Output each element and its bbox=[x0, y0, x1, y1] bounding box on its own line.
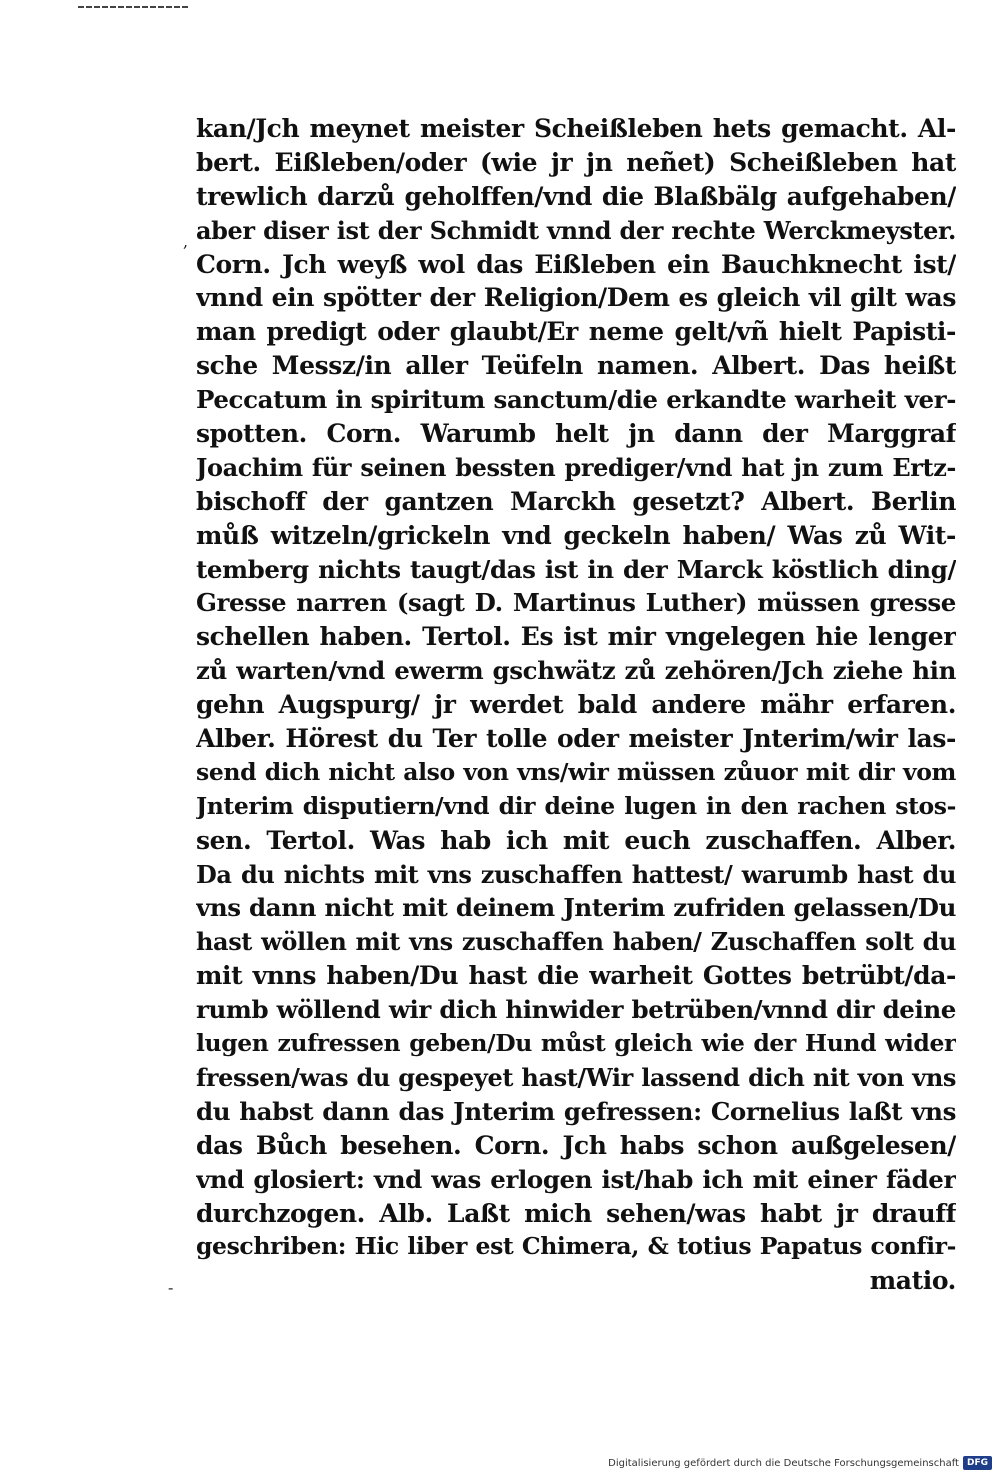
margin-dash: - bbox=[168, 1278, 174, 1297]
top-scan-mark bbox=[78, 6, 190, 8]
text-line: aber diser ist der Schmidt vnnd der rechte Werckmeyster. bbox=[196, 215, 956, 245]
text-line: das Bůch besehen. Corn. Jch habs schon außgelesen/ bbox=[196, 1130, 956, 1160]
text-line: zů warten/vnd ewerm gschwätz zů zehören/Jch ziehe hin bbox=[196, 656, 956, 686]
text-line: Joachim für seinen bessten prediger/vnd hat jn zum Ertz- bbox=[196, 452, 956, 482]
text-line: geschriben: Hic liber est Chimera, & totius Papatus confir- bbox=[196, 1232, 956, 1261]
text-line: vns dann nicht mit deinem Jnterim zufriden gelassen/Du bbox=[196, 893, 956, 923]
text-line: sen. Tertol. Was hab ich mit euch zuschaffen. Alber. bbox=[196, 825, 956, 855]
text-line: durchzogen. Alb. Laßt mich sehen/was habt jr drauff bbox=[196, 1198, 956, 1228]
text-line: Peccatum in spiritum sanctum/die erkandte warheit ver- bbox=[196, 385, 956, 415]
text-line: temberg nichts taugt/das ist in der Marck köstlich ding/ bbox=[196, 554, 956, 584]
text-line: fressen/was du gespeyet hast/Wir lassend dich nit von vns bbox=[196, 1062, 956, 1092]
text-line: vnnd ein spötter der Religion/Dem es gleich vil gilt was bbox=[196, 283, 956, 313]
text-line: vnd glosiert: vnd was erlogen ist/hab ich mit einer fäder bbox=[196, 1164, 956, 1194]
text-line: man predigt oder glaubt/Er neme gelt/vñ hielt Papisti- bbox=[196, 317, 956, 347]
text-line: gehn Augspurg/ jr werdet bald andere mähr erfaren. bbox=[196, 690, 956, 720]
page-text bbox=[196, 112, 956, 1298]
text-line: bischoff der gantzen Marckh gesetzt? Albert. Berlin bbox=[196, 486, 956, 516]
footer-text: Digitalisierung gefördert durch die Deutsche Forschungsgemeinschaft bbox=[608, 1457, 959, 1469]
text-line: můß witzeln/grickeln vnd geckeln haben/ Was zů Wit- bbox=[196, 520, 956, 550]
footer-credit bbox=[608, 1456, 992, 1470]
text-line: du habst dann das Jnterim gefressen: Cornelius laßt vns bbox=[196, 1096, 956, 1126]
text-line: hast wöllen mit vns zuschaffen haben/ Zuschaffen solt du bbox=[196, 927, 956, 957]
text-line: sche Messz/in aller Teüfeln namen. Albert. Das heißt bbox=[196, 351, 956, 381]
text-line: schellen haben. Tertol. Es ist mir vngelegen hie lenger bbox=[196, 622, 956, 652]
text-line: Da du nichts mit vns zuschaffen hattest/ warumb hast du bbox=[196, 859, 956, 889]
text-line: send dich nicht also von vns/wir müssen zůuor mit dir vom bbox=[196, 757, 956, 786]
text-line: Alber. Hörest du Ter tolle oder meister Jnterim/wir las- bbox=[196, 724, 956, 754]
text-line: spotten. Corn. Warumb helt jn dann der Marggraf bbox=[196, 419, 956, 449]
dfg-logo: DFG bbox=[963, 1456, 992, 1470]
text-line: rumb wöllend wir dich hinwider betrüben/vnnd dir deine bbox=[196, 995, 956, 1025]
margin-dot: , bbox=[183, 232, 189, 251]
text-line: bert. Eißleben/oder (wie jr jn neñet) Scheißleben hat bbox=[196, 147, 956, 177]
text-line: Gresse narren (sagt D. Martinus Luther) müssen gresse bbox=[196, 588, 956, 618]
text-line: lugen zufressen geben/Du můst gleich wie der Hund wider bbox=[196, 1029, 956, 1058]
text-line: Corn. Jch weyß wol das Eißleben ein Bauchknecht ist/ bbox=[196, 249, 956, 279]
text-line: mit vnns haben/Du hast die warheit Gottes betrübt/da- bbox=[196, 961, 956, 991]
text-line: Jnterim disputiern/vnd dir deine lugen in den rachen stos- bbox=[196, 791, 956, 820]
text-line: kan/Jch meynet meister Scheißleben hets gemacht. Al- bbox=[196, 114, 956, 143]
text-line: trewlich darzů geholffen/vnd die Blaßbälg aufgehaben/ bbox=[196, 181, 956, 211]
text-line-last: matio. bbox=[869, 1266, 956, 1296]
